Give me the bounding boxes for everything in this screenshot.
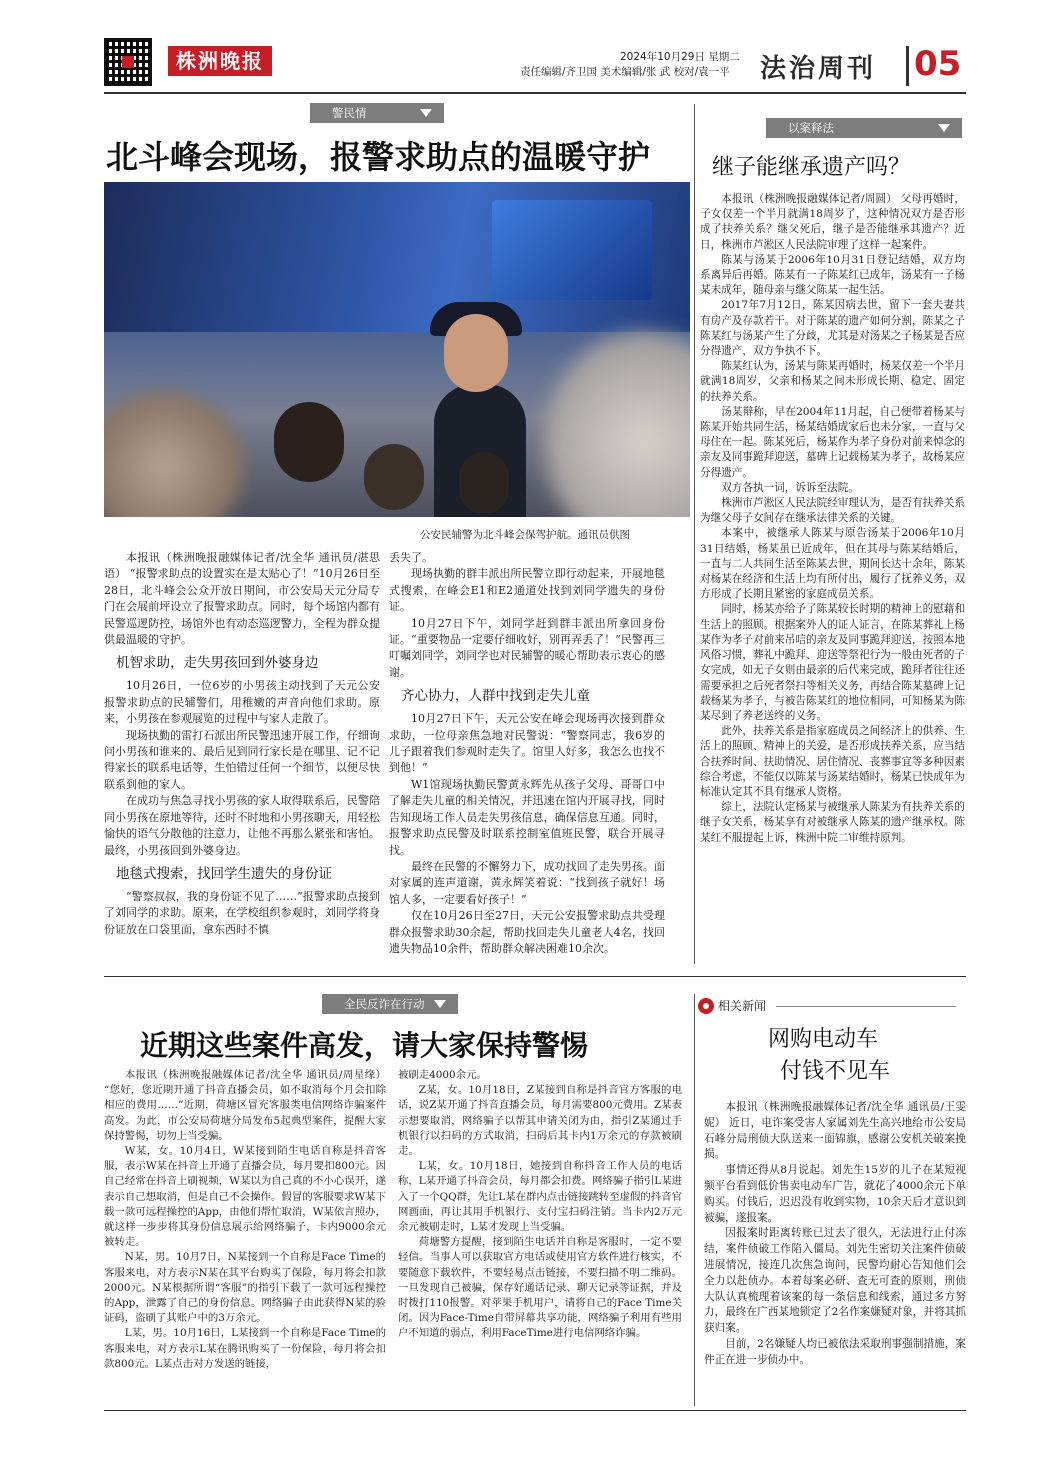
paragraph: 此外，扶养关系是指家庭成员之间经济上的供养、生活上的照顾、精神上的关爱，是否形成扶养关系，应当结合扶养时间、扶助情况、居住情况、丧葬事宜等多种因素综合考虑，不能仅以陈某与汤某结婚时，杨某已快成年为标准认定其不具有继承人资格。	[700, 725, 965, 798]
editor-credits: 责任编辑/齐卫国 美术编辑/张 武 校对/袁一平	[520, 66, 730, 78]
photo-child	[274, 402, 344, 482]
paragraph: 10月27日下午，天元公安在峰会现场再次接到群众求助，一位母亲焦急地对民警说：“警察同志，我6岁的儿子跟着我们参观时走失了。馆里人好多，我怎么也找不到他！”	[389, 712, 665, 775]
article4-tag[interactable]	[698, 996, 958, 1018]
column-divider	[694, 104, 695, 964]
bullet-circle-icon	[698, 998, 714, 1014]
photo-child	[459, 452, 509, 514]
photo-caption: 公安民辅警为北斗峰会保驾护航。通讯员供图	[420, 529, 630, 541]
paragraph: 2017年7月12日，陈某因病去世，留下一套夫妻共有房产及存款若干。对于陈某的遗产如何分割，陈某之子陈某红与汤某产生了分歧，尤其是对汤某之子杨某是否应分得遗产，双方争执不下。	[700, 299, 965, 358]
paragraph: 陈某与汤某于2006年10月31日登记结婚，双方均系离异后再婚。陈某有一子陈某红已成年，汤某有一子杨某未成年，随母亲与继父陈某一起生活。	[700, 253, 965, 297]
qr-code-icon[interactable]	[104, 38, 152, 86]
paragraph: 现场执勤的雷打石派出所民警迅速开展工作，仔细询问小男孩和谁来的、最后见到同行家长是在哪里、记不记得家长的联系电话等，生怕错过任何一个细节，以便尽快联系到他的家人。	[104, 728, 380, 791]
article1-column-2	[389, 550, 665, 957]
chevron-down-icon	[420, 109, 432, 117]
article1-tag-label: 警民情	[332, 106, 367, 120]
paragraph: 10月27日下午，刘同学赶到群丰派出所拿回身份证。“重要物品一定要仔细收好，别再弄丢了！”民警再三叮嘱刘同学，刘同学也对民辅警的暖心帮助表示衷心的感谢。	[389, 616, 665, 679]
paragraph: L某，女。10月18日，她接到自称抖音工作人员的电话称，L某开通了抖音会员，每月都会扣费。网络骗子指引L某进入了一个QQ群，先让L某在群内点击链接跳转至虚假的抖音官网画面，再让其用手机银行、支付宝扫码注销。当卡内2万元余元被刷走时，L某才发现上当受骗。	[398, 1160, 682, 1234]
paragraph: 株洲市芦淞区人民法院经审理认为，是否有扶养关系为继父母子女间存在继承法律关系的关键。	[700, 497, 965, 525]
article4-body	[704, 1100, 966, 1369]
paragraph: 事情还得从8月说起。刘先生15岁的儿子在某短视频平台看到低价售卖电动车广告，就花了4000余元下单购买。付钱后，迟迟没有收到实物，10余天后才意识到被骗，遂报案。	[704, 1164, 966, 1224]
article2-body	[700, 192, 965, 846]
paragraph: 汤某辩称，早在2004年11月起，自己便带着杨某与陈某开始共同生活，杨某结婚成家后也未分家，一直与父母住在一起。陈某死后，杨某作为孝子身份对前来悼念的亲友及同事跪拜迎送，墓碑上记载杨某为孝子，故杨某应分得遗产。	[700, 405, 965, 479]
article1-photo	[104, 182, 690, 517]
section-divider	[906, 46, 909, 86]
article4-title-line-1: 网购电动车	[768, 1027, 879, 1052]
photo-police-face	[444, 314, 508, 392]
paragraph: 在成功与焦急寻找小男孩的家人取得联系后，民警陪同小男孩在原地等待，还时不时地和小男孩聊天，用轻松愉快的语气分散他的注意力，让他不再那么紧张和害怕。最终，小男孩回到外婆身边。	[104, 794, 380, 857]
paragraph: 同时，杨某亦给予了陈某较长时期的精神上的慰藉和生活上的照顾。根据案外人的证人证言，在陈某葬礼上杨某作为孝子对前来吊唁的亲友及同事跪拜迎送，按照本地风俗习惯，葬礼中跪拜、迎送等祭祀行为一般由死者的子女完成，如无子女则由最亲的后代来完成，跪拜者往往还需要承担之后死者祭扫等相关义务，再结合陈某墓碑上记载杨某为孝子，与被告陈某红的地位相同，可知杨某为陈某尽到了养老送终的义务。	[700, 603, 965, 722]
issue-date: 2024年10月29日 星期二	[620, 51, 740, 63]
article2-title: 继子能继承遗产吗？	[712, 155, 911, 180]
paragraph: 目前，2名嫌疑人均已被依法采取刑事强制措施，案件正在进一步侦办中。	[704, 1337, 966, 1366]
article3-title: 近期这些案件高发，请大家保持警惕	[140, 1029, 589, 1062]
paragraph: 本案中，被继承人陈某与原告汤某于2006年10月31日结婚，杨某虽已近成年，但在其母与陈某结婚后，一直与二人共同生活至陈某去世，期间长达十余年，陈某对杨某在经济和生活上均有所付出，履行了抚养义务，双方形成了长期且紧密的家庭成员关系。	[700, 527, 965, 601]
paragraph: 荷塘警方提醒，接到陌生电话并自称是客服时，一定不要轻信。当事人可以获取官方电话或使用官方软件进行核实，不要随意下载软件，不要轻易点击链接，不要扫描不明二维码。一旦发现自己被骗，保存好通话记录、聊天记录等证据，并及时拨打110报警。对苹果手机用户，请将自己的Face Time关闭。因为Face-Time自带屏幕共享功能，网络骗子利用有些用户不知道的弱点，利用FaceTime进行电信网络诈骗。	[398, 1236, 682, 1340]
header-meta	[520, 50, 750, 80]
paragraph: 因报案时距离转账已过去了很久，无法进行止付冻结，案件侦破工作陷入僵局。刘先生密切关注案件侦破进展情况，接连几次焦急询问，民警均耐心告知他们会全力以赴侦办。本着每案必研、查无可查的原则，刑侦大队认真梳理着该案的每一条信息和线索，通过多方努力，最终在广西某地锁定了2名作案嫌疑对象，并将其抓获归案。	[704, 1227, 966, 1335]
photo-display-screen	[492, 200, 652, 300]
article4-title-line-2: 付钱不见车	[780, 1059, 891, 1084]
chevron-down-icon	[434, 1000, 446, 1008]
paragraph: 综上，法院认定杨某与被继承人陈某为有扶养关系的继子女关系，杨某享有对被继承人陈某的遗产继承权。陈某红不服提起上诉，株洲中院二审维持原判。	[700, 801, 965, 844]
paragraph: L某，男。10月16日，L某接到一个自称是Face Time的客服来电，对方表示L某在腾讯购买了一份保险，每月将会扣款800元。L某点击对方发送的链接，	[104, 1327, 386, 1370]
page-header	[0, 0, 1039, 100]
paragraph: W某，女。10月4日，W某接到陌生电话自称是抖音客服，表示W某在抖音上开通了直播会员，每月要扣800元。因自己经常在抖音上刷视频，W某以为自己真的不小心误开，遂表示自己想取消，但是自己不会操作。假冒的客服要求W某下载一款可远程操控的App，由他们帮忙取消，W某依言照办，就这样一步步将其身份信息展示给网络骗子，卡内9000余元被转走。	[104, 1145, 386, 1249]
paragraph: 双方各执一词，诉诉至法院。	[721, 481, 859, 494]
paragraph: N某，男。10月7日，N某接到一个自称是Face Time的客服来电，对方表示N某在其平台购买了保险，每月将会扣款2000元。N某根据所谓“客服”的指引下载了一款可远程操控的App，泄露了自己的身份信息。网络骗子由此获得N某的验证码，盗刷了其账户中的3万余元。	[104, 1251, 386, 1325]
paragraph: “警察叔叔，我的身份证不见了……”报警求助点接到了刘同学的求助。原来，在学校组织参观时，刘同学将身份证放在口袋里面，拿东西时不慎	[104, 889, 380, 936]
chevron-down-icon	[938, 124, 950, 132]
article3-tag[interactable]	[322, 994, 458, 1014]
article2-tag[interactable]	[766, 118, 962, 138]
paragraph: W1馆现场执勤民警黄永辉先从孩子父母、哥哥口中了解走失儿童的相关情况，并迅速在馆内开展寻找，同时告知现场工作人员走失男孩信息，确保信息互通。同时，报警求助点民警及时联系控制室值班民警，联合开展寻找。	[389, 777, 665, 857]
article1-subhead-3: 齐心协力，人群中找到走失儿童	[401, 688, 590, 705]
article3-column-2	[398, 1068, 682, 1342]
article3-tag-label: 全民反诈在行动	[344, 997, 425, 1011]
paragraph: 丢失了。	[389, 551, 433, 564]
newspaper-logo: 株洲晚报	[168, 46, 272, 76]
paragraph: 本报讯（株洲晚报融媒体记者/沈全华 通讯员/湛思语） “报警求助点的设置实在是太贴心了！”10月26日至28日，北斗峰会公众开放日期间，市公安局天元分局专门在会展前坪设立了报警求助点。同时，每个场馆内都有民警巡逻防控，场馆外也有动态巡逻警力，全程为群众提供最温暖的守护。	[104, 551, 380, 647]
article1-column-1	[104, 550, 380, 938]
photo-foreground-blur	[544, 332, 690, 517]
article1-subhead-1: 机智求助，走失男孩回到外婆身边	[116, 655, 319, 672]
article3-column-1	[104, 1068, 386, 1372]
photo-foreground-blur	[104, 392, 244, 517]
paragraph: 本报讯（株洲晚报融媒体记者/沈全华 通讯员/周星缘） “您好，您近期开通了抖音直播会员，如不取消每个月会扣除相应的费用……”近期，荷塘区冒充客服类电信网络诈骗案件高发。为此，市公安局荷塘分局发布5起典型案件，提醒大家保持警惕，切勿上当受骗。	[104, 1069, 386, 1142]
paragraph: 本报讯（株洲晚报融媒体记者/周圆） 父母再婚时，子女仅差一个半月就满18周岁了，这种情况双方是否形成了扶养关系？继父死后，继子是否能继承其遗产？近日，株洲市芦淞区人民法院审理了这样一起案件。	[700, 193, 965, 251]
article1-subhead-2: 地毯式搜索，找回学生遗失的身份证	[116, 865, 332, 882]
photo-child	[364, 444, 424, 510]
article4-tag-label: 相关新闻	[718, 999, 767, 1013]
column-divider	[694, 994, 695, 1406]
section-name: 法治周刊	[760, 54, 877, 84]
section-divider-horizontal	[104, 976, 966, 977]
footer-rule	[104, 1410, 966, 1411]
paragraph: Z某，女。10月18日，Z某接到自称是抖音官方客服的电话，说Z某开通了抖音直播会员，每月需要800元费用。Z某表示想要取消，网络骗子以帮其申请关闭为由，指引Z某通过手机银行以扫码的方式取消，扫码后其卡内1万余元的存款被刷走。	[398, 1084, 682, 1158]
article1-title: 北斗峰会现场，报警求助点的温暖守护	[106, 138, 651, 176]
article2-tag-label: 以案释法	[788, 121, 834, 135]
tag-rule	[776, 1006, 956, 1007]
paragraph: 被刷走4000余元。	[398, 1069, 487, 1081]
article1-tag[interactable]	[310, 103, 444, 123]
page-number: 05	[914, 44, 962, 84]
paragraph: 仅在10月26日至27日，天元公安报警求助点共受理群众报警求助30余起，帮助找回走失儿童老人4名，找回遗失物品10余件，帮助群众解决困难10余次。	[389, 909, 665, 955]
paragraph: 现场执勤的群丰派出所民警立即行动起来，开展地毯式搜索，在峰会E1和E2通道处找到刘同学遗失的身份证。	[389, 567, 665, 614]
paragraph: 10月26日，一位6岁的小男孩主动找到了天元公安报警求助点的民辅警们，用稚嫩的声音向他们求助。原来，小男孩在参观展览的过程中与家人走散了。	[104, 679, 380, 726]
paragraph: 陈某红认为，汤某与陈某再婚时，杨某仅差一个半月就满18周岁，父亲和杨某之间未形成长期、稳定、固定的扶养关系。	[700, 360, 965, 403]
header-rule	[104, 92, 966, 94]
paragraph: 最终在民警的不懈努力下，成功找回了走失男孩。面对家属的连声道谢，黄永辉笑着说：“找到孩子就好！场馆人多，一定要看好孩子！”	[389, 859, 665, 906]
paragraph: 本报讯（株洲晚报融媒体记者/沈全华 通讯员/王雯妮） 近日，电诈案受害人家属刘先生高兴地给市公安局石峰分局刑侦大队送来一面锦旗，感谢公安机关破案挽损。	[704, 1101, 966, 1161]
